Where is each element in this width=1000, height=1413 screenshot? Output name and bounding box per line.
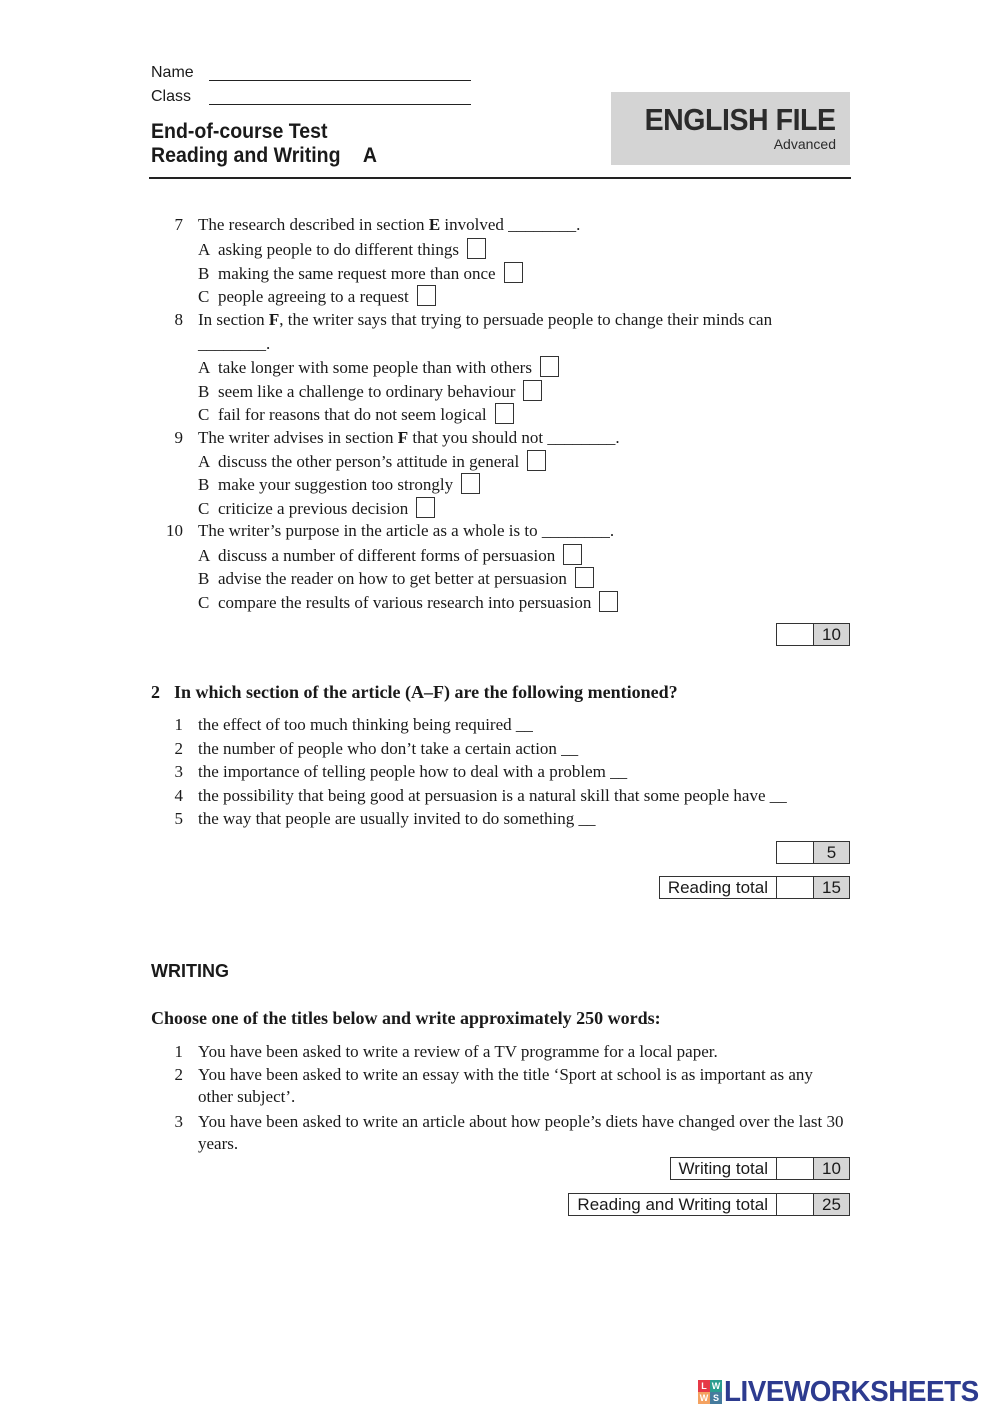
option-text: make your suggestion too strongly: [218, 475, 454, 494]
option-letter: C: [198, 499, 210, 518]
liveworksheets-logo[interactable]: [698, 1377, 989, 1407]
option-9b: [198, 473, 480, 496]
answer-checkbox[interactable]: [461, 473, 480, 494]
part2-item-2: [165, 738, 578, 760]
logo-mark-tile: W: [711, 1381, 721, 1391]
header-divider: [149, 177, 851, 179]
question-number: 7: [174, 215, 183, 234]
score-input[interactable]: [777, 1194, 814, 1215]
question-number: 9: [174, 428, 183, 447]
liveworksheets-logo-text: LIVEWORKSHEETS: [724, 1375, 979, 1408]
test-title-line1: End-of-course Test: [151, 120, 328, 143]
item-text: You have been asked to write an essay with the title ‘Sport at school is as important as any other subject’.: [198, 1065, 813, 1106]
option-letter: A: [198, 240, 211, 259]
option-8c: [198, 403, 514, 426]
option-9a: [198, 450, 546, 473]
answer-checkbox[interactable]: [504, 262, 523, 283]
item-number: 3: [174, 762, 183, 781]
part2-item-1: [165, 714, 533, 736]
item-number: 5: [174, 809, 183, 828]
part2-item-5: [165, 808, 596, 830]
option-text: discuss a number of different forms of persuasion: [218, 546, 556, 565]
question-stem: that you should not ________.: [408, 428, 620, 447]
answer-checkbox[interactable]: [523, 380, 542, 401]
question-stem: , the writer says that trying to persuade people to change their minds can: [279, 310, 773, 329]
class-label: Class: [151, 88, 192, 105]
score-input[interactable]: [777, 1158, 814, 1179]
answer-checkbox[interactable]: [540, 356, 559, 377]
question-8-continued: ________.: [198, 334, 271, 353]
option-8b: [198, 380, 542, 403]
question-stem: The writer advises in section: [198, 428, 398, 447]
score-input[interactable]: [777, 624, 814, 645]
question-stem: involved ________.: [440, 215, 581, 234]
item-number: 1: [174, 715, 183, 734]
option-letter: B: [198, 264, 210, 283]
answer-checkbox[interactable]: [599, 591, 618, 612]
writing-heading: WRITING: [151, 961, 229, 981]
question-stem-bold: F: [268, 310, 280, 329]
item-text: the effect of too much thinking being required __: [198, 715, 533, 734]
liveworksheets-logo-icon: [698, 1380, 722, 1404]
writing-instruction: Choose one of the titles below and write approximately 250 words:: [151, 1008, 661, 1028]
score-max: 10: [814, 624, 849, 645]
name-field[interactable]: [209, 66, 471, 81]
test-version: A: [362, 144, 377, 167]
score-max: 10: [814, 1158, 849, 1179]
reading-writing-total-box: [568, 1193, 850, 1216]
option-text: people agreeing to a request: [218, 287, 409, 306]
option-text: asking people to do different things: [218, 240, 459, 259]
option-10c: [198, 591, 618, 614]
score-input[interactable]: [777, 877, 814, 898]
part2-heading: [151, 682, 678, 703]
question-stem: The research described in section: [198, 215, 429, 234]
score-max: 15: [814, 877, 849, 898]
score-input[interactable]: [777, 842, 814, 863]
question-number: 8: [174, 310, 183, 329]
item-text: the possibility that being good at persuasion is a natural skill that some people have __: [198, 786, 787, 805]
test-title-text: Reading and Writing: [151, 144, 341, 167]
question-stem: In section: [198, 310, 269, 329]
item-text: You have been asked to write a review of a TV programme for a local paper.: [198, 1042, 718, 1061]
option-letter: A: [198, 358, 211, 377]
item-text: the importance of telling people how to deal with a problem __: [198, 762, 628, 781]
item-number: 3: [174, 1112, 183, 1131]
logo-mark-tile: S: [710, 1392, 722, 1404]
option-text: seem like a challenge to ordinary behaviour: [218, 382, 516, 401]
writing-total-label: Writing total: [671, 1158, 777, 1179]
name-label: Name: [151, 64, 194, 81]
answer-checkbox[interactable]: [495, 403, 514, 424]
score-max: 25: [814, 1194, 849, 1215]
option-text: take longer with some people than with others: [218, 358, 532, 377]
option-letter: A: [198, 546, 211, 565]
answer-checkbox[interactable]: [527, 450, 546, 471]
test-title-line2: [151, 144, 377, 168]
english-file-brand: [611, 92, 850, 165]
option-9c: [198, 497, 435, 520]
logo-mark-tile: L: [698, 1380, 710, 1392]
part1-score-box: [776, 623, 850, 646]
writing-item-3: [165, 1111, 852, 1155]
brand-name: ENGLISH FILE: [645, 102, 836, 137]
reading-total-label: Reading total: [660, 877, 777, 898]
option-text: discuss the other person’s attitude in general: [218, 452, 520, 471]
option-text: making the same request more than once: [218, 264, 496, 283]
reading-total-box: [659, 876, 850, 899]
section-number: 2: [151, 682, 160, 702]
option-text: compare the results of various research into persuasion: [218, 593, 592, 612]
part2-item-3: [165, 761, 627, 783]
answer-checkbox[interactable]: [416, 497, 435, 518]
reading-writing-total-label: Reading and Writing total: [569, 1194, 777, 1215]
option-letter: B: [198, 475, 210, 494]
option-letter: C: [198, 593, 210, 612]
writing-total-box: [670, 1157, 850, 1180]
option-letter: B: [198, 569, 210, 588]
option-letter: A: [198, 452, 211, 471]
option-10b: [198, 567, 594, 590]
question-7: [165, 214, 580, 236]
item-number: 2: [174, 739, 183, 758]
question-10: [165, 520, 614, 542]
answer-checkbox[interactable]: [563, 544, 582, 565]
class-field[interactable]: [209, 90, 471, 105]
item-text: You have been asked to write an article about how people’s diets have changed over the last 30 years.: [198, 1112, 844, 1153]
question-number: 10: [166, 521, 183, 540]
option-10a: [198, 544, 582, 567]
item-number: 1: [174, 1042, 183, 1061]
option-letter: C: [198, 405, 210, 424]
option-7c: [198, 285, 436, 308]
item-text: the number of people who don’t take a certain action __: [198, 739, 579, 758]
question-stem-bold: F: [397, 428, 409, 447]
item-number: 2: [174, 1065, 183, 1084]
answer-checkbox[interactable]: [467, 238, 486, 259]
item-text: the way that people are usually invited to do something __: [198, 809, 596, 828]
option-letter: C: [198, 287, 210, 306]
brand-level: Advanced: [773, 136, 836, 152]
option-text: fail for reasons that do not seem logical: [218, 405, 487, 424]
option-text: advise the reader on how to get better at persuasion: [218, 569, 567, 588]
option-7a: [198, 238, 486, 261]
question-stem: The writer’s purpose in the article as a whole is to ________.: [198, 521, 615, 540]
part2-score-box: [776, 841, 850, 864]
score-max: 5: [814, 842, 849, 863]
part2-item-4: [165, 785, 787, 807]
writing-item-2: [165, 1064, 852, 1108]
question-9: [165, 427, 620, 449]
option-text: criticize a previous decision: [218, 499, 409, 518]
question-8: [165, 309, 772, 331]
logo-mark-tile: W: [699, 1393, 709, 1403]
question-stem-bold: E: [428, 215, 441, 234]
option-8a: [198, 356, 559, 379]
item-number: 4: [174, 786, 183, 805]
option-7b: [198, 262, 523, 285]
option-letter: B: [198, 382, 210, 401]
section-heading-text: In which section of the article (A–F) are the following mentioned?: [174, 682, 678, 702]
answer-checkbox[interactable]: [575, 567, 594, 588]
writing-item-1: [165, 1041, 718, 1063]
answer-checkbox[interactable]: [417, 285, 436, 306]
